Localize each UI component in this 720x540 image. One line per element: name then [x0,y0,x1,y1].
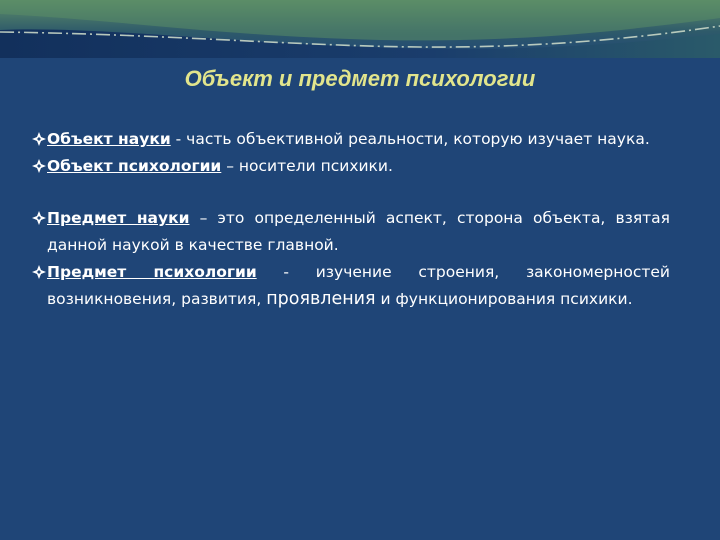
bullet-item-object-of-psychology [32,153,670,180]
bullet-item-object-of-science [32,126,670,153]
diamond-bullet-icon [32,211,46,225]
definition-text: – носители психики. [221,157,393,175]
definition-text: - изучение строения, закономерностей возникновения, развития, [47,263,670,308]
diamond-bullet-icon [32,132,46,146]
slide-title: Объект и предмет психологии [184,66,536,91]
definition-text: и функционирования психики. [375,290,633,308]
header-band [0,0,720,58]
definition-text: - часть объективной реальности, которую изучает наука. [170,130,650,148]
bullet-item-subject-of-science [32,205,670,259]
term-object-of-science: Объект науки [47,130,171,148]
term-subject-of-science: Предмет науки [47,209,190,227]
bullet-list [32,126,670,313]
diamond-bullet-icon [32,159,46,173]
diamond-bullet-icon [32,265,46,279]
definition-text-emphasized: проявления [266,289,376,309]
term-subject-of-psychology: Предмет психологии [47,263,257,281]
definition-text: – это определенный аспект, сторона объекта, взятая данной наукой в качестве главной. [47,209,670,254]
bullet-item-subject-of-psychology [32,259,670,313]
term-object-of-psychology: Объект психологии [47,157,222,175]
